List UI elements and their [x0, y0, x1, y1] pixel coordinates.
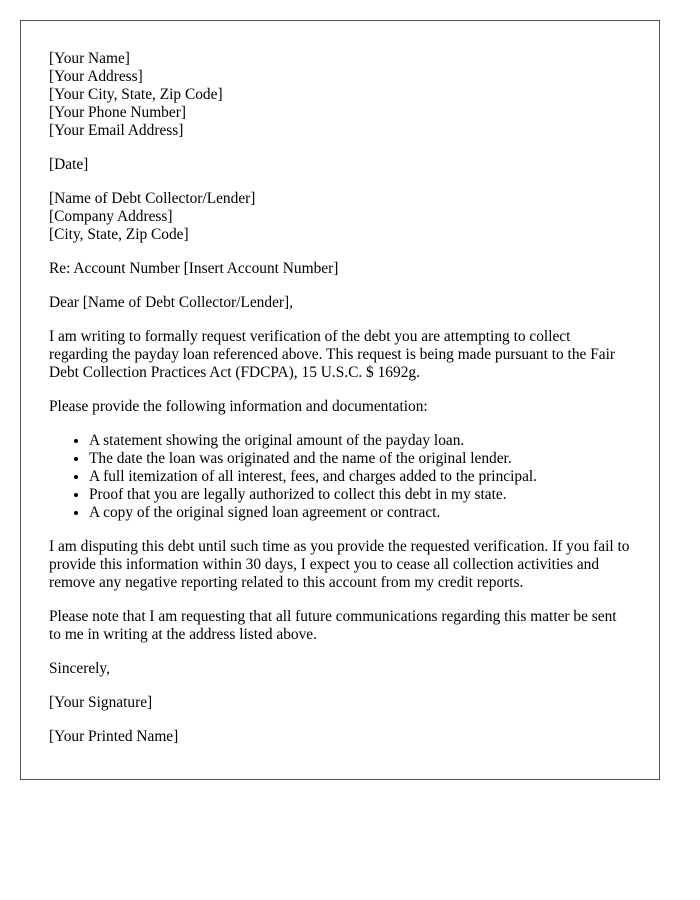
- sender-name: [Your Name]: [49, 50, 130, 67]
- request-item-itemization: • A full itemization of all interest, fees, and charges added to the principal.: [89, 468, 631, 486]
- letter-date: [Date]: [49, 156, 89, 173]
- intro-paragraph: I am writing to formally request verification of the debt you are attempting to collect regarding the payday loan referenced above. This request is being made pursuant to the Fair Debt Collection Practices Act (FDCPA), 15 U.S.C. $ 1692g.: [49, 328, 615, 381]
- closing: Sincerely,: [49, 660, 110, 677]
- salutation: Dear [Name of Debt Collector/Lender],: [49, 294, 294, 311]
- recipient-address: [Company Address]: [49, 208, 173, 225]
- request-item-origination-date: • The date the loan was originated and the name of the original lender.: [89, 450, 631, 468]
- subject-line: Re: Account Number [Insert Account Number]: [49, 260, 339, 277]
- sender-phone: [Your Phone Number]: [49, 104, 186, 121]
- date-block: [49, 156, 631, 174]
- printed-name: [Your Printed Name]: [49, 728, 179, 745]
- request-item-loan-agreement: • A copy of the original signed loan agreement or contract.: [89, 504, 631, 522]
- recipient-city-state-zip: [City, State, Zip Code]: [49, 226, 189, 243]
- sender-block: [49, 50, 631, 140]
- sender-city-state-zip: [Your City, State, Zip Code]: [49, 86, 223, 103]
- letter-page: [20, 20, 660, 780]
- recipient-block: [49, 190, 631, 244]
- communication-paragraph: Please note that I am requesting that all future communications regarding this matter be sent to me in writing at the address listed above.: [49, 608, 617, 643]
- request-item-authorization-proof: • Proof that you are legally authorized to collect this debt in my state.: [89, 486, 631, 504]
- request-list: [49, 432, 631, 522]
- request-item-original-amount: • A statement showing the original amount of the payday loan.: [89, 432, 631, 450]
- recipient-name: [Name of Debt Collector/Lender]: [49, 190, 256, 207]
- list-intro-paragraph: Please provide the following information and documentation:: [49, 398, 428, 415]
- dispute-paragraph: I am disputing this debt until such time as you provide the requested verification. If you fail to provide this information within 30 days, I expect you to cease all collection activities and remove any negative reporting related to this account from my credit reports.: [49, 538, 630, 591]
- signature: [Your Signature]: [49, 694, 153, 711]
- sender-email: [Your Email Address]: [49, 122, 184, 139]
- sender-address: [Your Address]: [49, 68, 143, 85]
